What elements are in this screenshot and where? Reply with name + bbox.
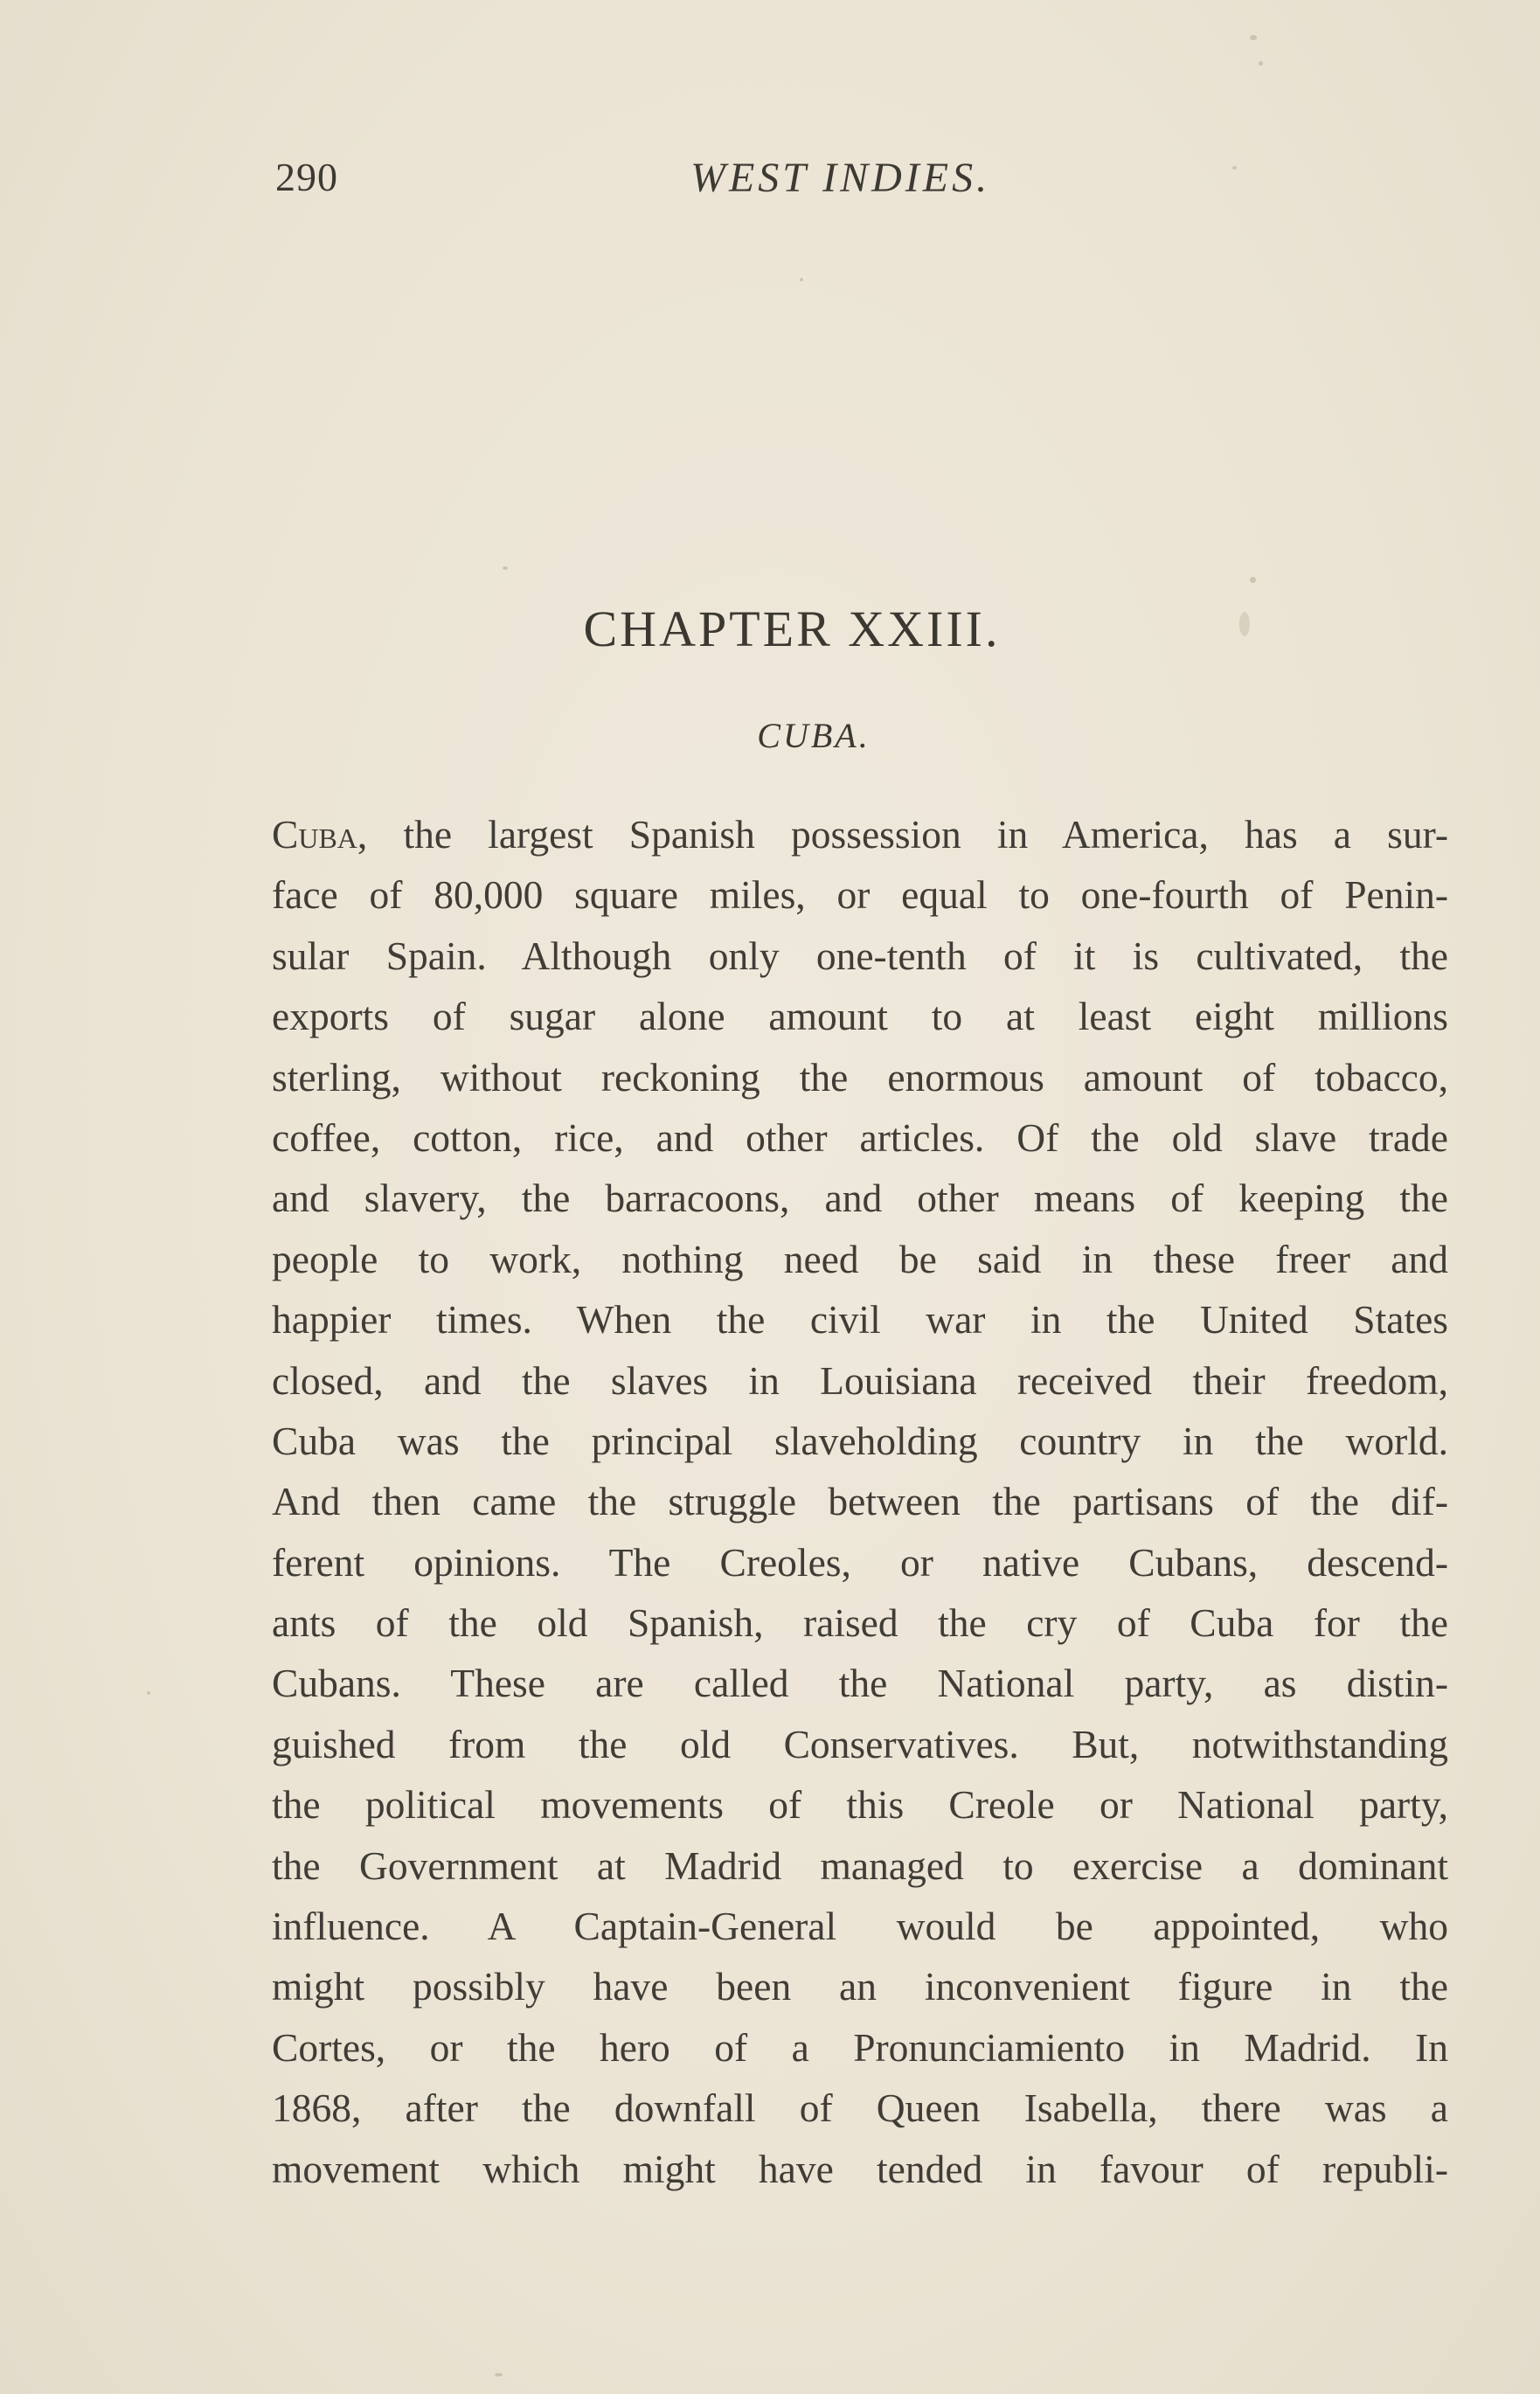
page-number: 290 [275,155,338,199]
text-line: guished from the old Conservatives. But, notwithstanding [272,1721,1448,1766]
text-line: movement which might have tended in favour of republi- [272,2146,1448,2191]
paper-speck [495,2373,503,2377]
lead-word: Cuba [272,812,357,857]
text-line: exports of sugar alone amount to at least eight millions [272,994,1448,1039]
text-line: face of 80,000 square miles, or equal to one-fourth of Penin- [272,872,1448,918]
text-line: influence. A Captain-General would be appointed, who [272,1904,1448,1949]
paper-speck [800,278,803,281]
paper-speck [503,566,508,570]
running-title: WEST INDIES. [690,155,991,201]
text-line: and slavery, the barracoons, and other means of keeping the [272,1176,1448,1221]
text-line: ferent opinions. The Creoles, or native Cubans, descend- [272,1539,1448,1585]
text-line: happier times. When the civil war in the United States [272,1297,1448,1343]
body-paragraph [272,804,1448,2199]
paper-speck [1250,35,1257,40]
text-line: sular Spain. Although only one-tenth of it is cultivated, the [272,933,1448,978]
text-line: coffee, cotton, rice, and other articles. Of the old slave trade [272,1114,1448,1160]
paper-speck [1232,166,1237,170]
paper-speck [147,1691,150,1695]
text-line: And then came the struggle between the partisans of the dif- [272,1479,1448,1524]
chapter-subtitle: CUBA. [757,716,871,755]
text-line: might possibly have been an inconvenient figure in the [272,1964,1448,2009]
text-line [272,804,1448,864]
paper-speck [1259,61,1263,66]
text-line: Cuba was the principal slaveholding country in the world. [272,1418,1448,1463]
text-line: the Government at Madrid managed to exercise a dominant [272,1842,1448,1888]
text-line: ants of the old Spanish, raised the cry of Cuba for the [272,1600,1448,1646]
text-line-content: , the largest Spanish possession in America, has a sur- [357,812,1448,857]
text-line: Cubans. These are called the National party, as distin- [272,1661,1448,1706]
text-line: 1868, after the downfall of Queen Isabella, there was a [272,2085,1448,2131]
paper-speck [1250,577,1256,583]
text-line: Cortes, or the hero of a Pronunciamiento in Madrid. In [272,2024,1448,2070]
running-head [0,154,1540,206]
text-line: people to work, nothing need be said in these freer and [272,1236,1448,1281]
text-line: the political movements of this Creole or National party, [272,1782,1448,1828]
paper-speck [1239,612,1250,636]
chapter-heading: CHAPTER XXIII. [583,600,1001,657]
text-line: sterling, without reckoning the enormous amount of tobacco, [272,1054,1448,1100]
text-line: closed, and the slaves in Louisiana received their freedom, [272,1357,1448,1403]
